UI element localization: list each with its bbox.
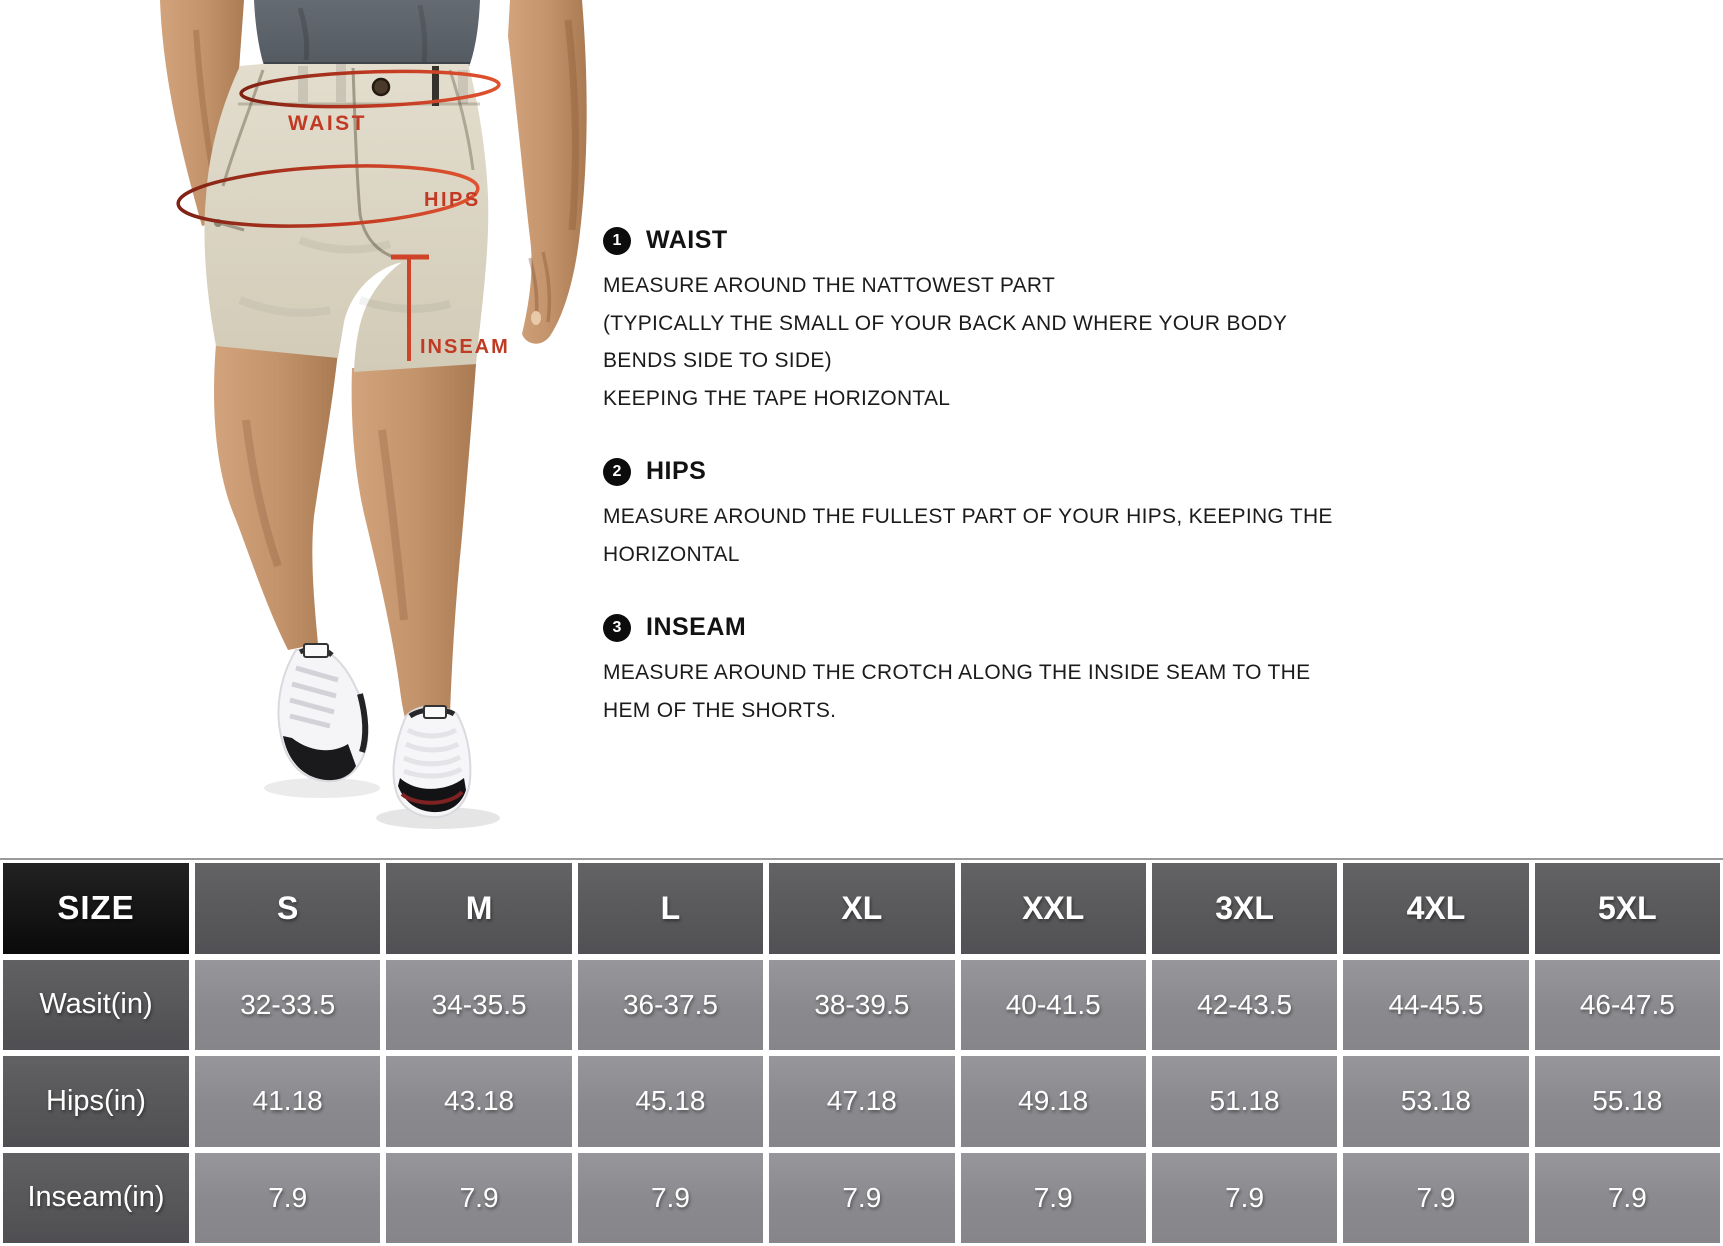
- instruction-inseam: [603, 613, 1403, 729]
- instruction-line: KEEPING THE TAPE HORIZONTAL: [603, 386, 951, 410]
- inseam-value-cell: 7.9: [1535, 1153, 1720, 1244]
- waist-label: WAIST: [288, 112, 367, 135]
- inseam-value-cell: 7.9: [1343, 1153, 1528, 1244]
- size-header-cell-3xl: 3XL: [1152, 863, 1337, 954]
- row-label-inseam: Inseam(in): [3, 1153, 189, 1244]
- row-label-hips: Hips(in): [3, 1056, 189, 1147]
- hips-value-cell: 55.18: [1535, 1056, 1720, 1147]
- hips-value-cell: 41.18: [195, 1056, 380, 1147]
- step-3-badge: 3: [603, 614, 631, 642]
- hips-label: HIPS: [424, 189, 481, 211]
- size-header-cell-m: M: [386, 863, 571, 954]
- inseam-value-cell: 7.9: [769, 1153, 954, 1244]
- model-figure: [0, 0, 600, 860]
- size-header-cell-l: L: [578, 863, 763, 954]
- step-2-badge: 2: [603, 458, 631, 486]
- instruction-waist-title: WAIST: [646, 226, 728, 254]
- instruction-hips: [603, 457, 1403, 573]
- instruction-waist: [603, 226, 1403, 417]
- instruction-line: (TYPICALLY THE SMALL OF YOUR BACK AND WHERE YOUR BODY: [603, 311, 1288, 335]
- hips-value-cell: 53.18: [1343, 1056, 1528, 1147]
- size-table: [0, 858, 1723, 1246]
- waist-value-cell: 36-37.5: [578, 960, 763, 1051]
- instruction-line: BENDS SIDE TO SIDE): [603, 349, 832, 372]
- model-photo: [0, 0, 600, 860]
- hips-value-cell: 45.18: [578, 1056, 763, 1147]
- size-header-cell-4xl: 4XL: [1343, 863, 1528, 954]
- inseam-value-cell: 7.9: [1152, 1153, 1337, 1244]
- hips-value-cell: 51.18: [1152, 1056, 1337, 1147]
- inseam-value-cell: 7.9: [386, 1153, 571, 1244]
- right-shoe: [394, 706, 471, 817]
- right-arm: [508, 0, 587, 344]
- row-label-waist: Wasit(in): [3, 960, 189, 1051]
- hips-value-cell: 47.18: [769, 1056, 954, 1147]
- waist-value-cell: 42-43.5: [1152, 960, 1337, 1051]
- inseam-value-cell: 7.9: [195, 1153, 380, 1244]
- instruction-line: HORIZONTAL: [603, 542, 740, 566]
- inseam-label: INSEAM: [420, 336, 510, 358]
- waist-value-cell: 44-45.5: [1343, 960, 1528, 1051]
- step-1-badge: 1: [603, 227, 631, 255]
- instruction-line: MEASURE AROUND THE NATTOWEST PART: [603, 274, 1056, 297]
- waist-value-cell: 46-47.5: [1535, 960, 1720, 1051]
- inseam-value-cell: 7.9: [578, 1153, 763, 1244]
- size-header-cell-xl: XL: [769, 863, 954, 954]
- size-header-cell-xxl: XXL: [961, 863, 1146, 954]
- size-table-corner-cell: SIZE: [3, 863, 189, 954]
- instruction-line: HEM OF THE SHORTS.: [603, 698, 837, 722]
- measuring-instructions: [603, 226, 1403, 729]
- instruction-line: MEASURE AROUND THE FULLEST PART OF YOUR HIPS, KEEPING THE: [603, 505, 1333, 528]
- instruction-hips-title: HIPS: [646, 457, 707, 485]
- waist-value-cell: 34-35.5: [386, 960, 571, 1051]
- size-header-cell-5xl: 5XL: [1535, 863, 1720, 954]
- shorts: [204, 64, 488, 372]
- size-header-cell-s: S: [195, 863, 380, 954]
- hips-value-cell: 49.18: [961, 1056, 1146, 1147]
- hips-value-cell: 43.18: [386, 1056, 571, 1147]
- waist-value-cell: 38-39.5: [769, 960, 954, 1051]
- legs: [214, 344, 476, 722]
- waist-value-cell: 40-41.5: [961, 960, 1146, 1051]
- instruction-line: MEASURE AROUND THE CROTCH ALONG THE INSIDE SEAM TO THE: [603, 661, 1311, 684]
- shirt: [254, 0, 480, 66]
- left-shoe: [278, 644, 367, 781]
- waist-value-cell: 32-33.5: [195, 960, 380, 1051]
- inseam-value-cell: 7.9: [961, 1153, 1146, 1244]
- instruction-inseam-title: INSEAM: [646, 613, 747, 641]
